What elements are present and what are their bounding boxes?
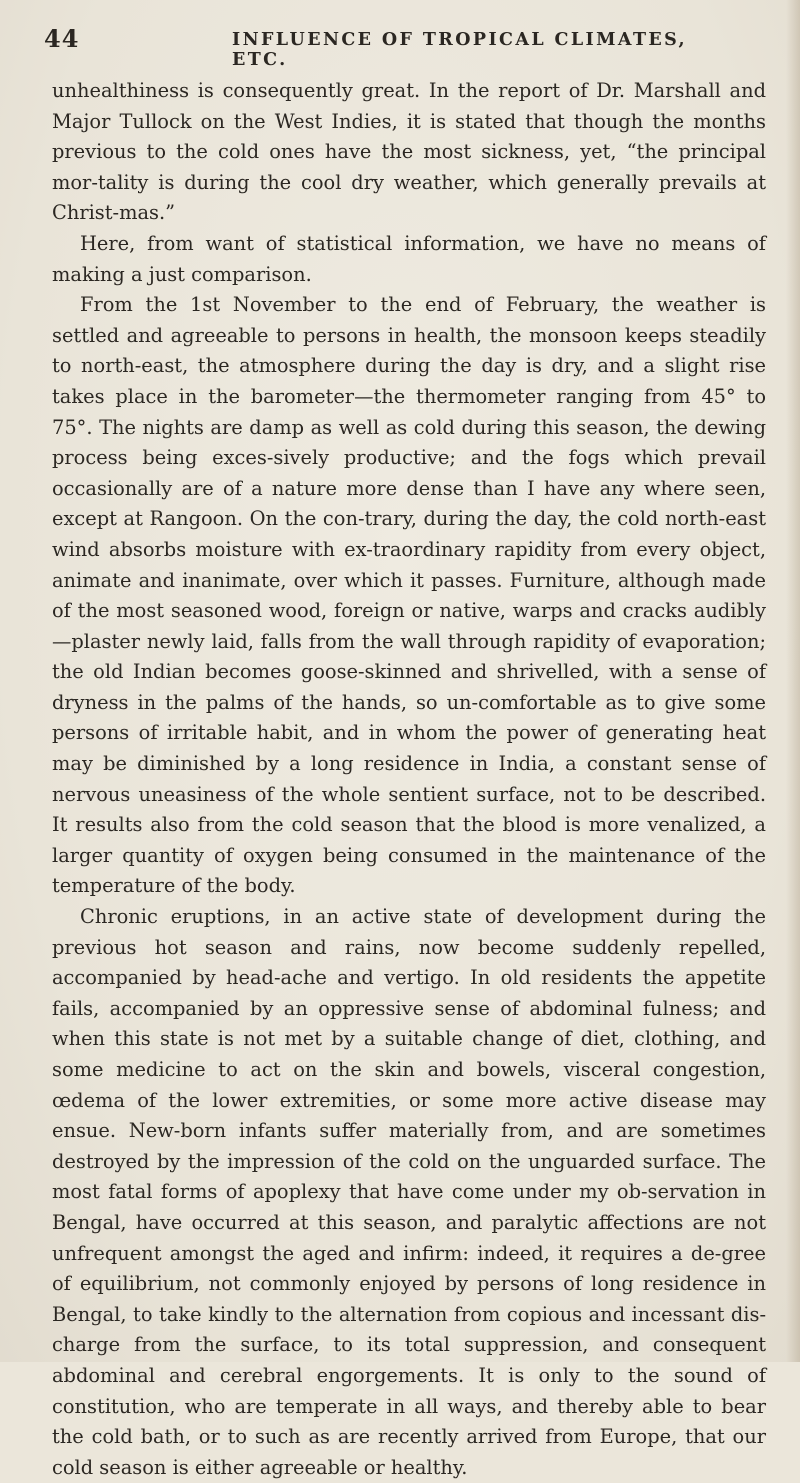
- paragraph-chronic-eruptions: Chronic eruptions, in an active state of development during the previous hot season and rains, now become suddenly repelled, accompanied by head-ache and vertigo. In old residents the appetite fails, accompanied by an oppressive sense of abdominal fulness; and when this state is not met by a suitable change of diet, clothing, and some medicine to act on the skin and bowels, visceral congestion, œdema of the lower extremities, or some more active disease may ensue. New-born infants suffer materially from, and are sometimes destroyed by the impression of the cold on the unguarded surface. The most fatal forms of apoplexy that have come under my ob-servation in Bengal, have occurred at this season, and paralytic affections are not unfrequent amongst the aged and infirm: indeed, it requires a de-gree of equilibrium, not commonly enjoyed by persons of long residence in Bengal, to take kindly to the alternation from copious and incessant dis-charge from the surface, to its total suppression, and consequent abdominal and cerebral engorgements. It is only to the sound of constitution, who are temperate in all ways, and thereby able to bear the cold bath, or to such as are recently arrived from Europe, that our cold season is either agreeable or healthy.: [52, 905, 766, 1479]
- page-number: 44: [44, 24, 80, 53]
- body-text: [52, 76, 766, 1483]
- page-header: [44, 24, 744, 70]
- page-edge-shadow: [786, 0, 800, 1362]
- paragraph-comparison: Here, from want of statistical information, we have no means of making a just comparison.: [52, 231, 766, 286]
- running-head: INFLUENCE OF TROPICAL CLIMATES, ETC.: [232, 30, 688, 70]
- paragraph-continuation: unhealthiness is consequently great. In the report of Dr. Marshall and Major Tullock on the West Indies, it is stated that though the months previous to the cold ones have the most sickness, yet, “the principal mor-tality is during the cool dry weather, which generally prevails at Christ-mas.”: [52, 79, 766, 225]
- paragraph-cold-season-weather: From the 1st November to the end of February, the weather is settled and agreeable to persons in health, the monsoon keeps steadily to north-east, the atmosphere during the day is dry, and a slight rise takes place in the barometer—the thermometer ranging from 45° to 75°. The nights are damp as well as cold during this season, the dewing process being exces-sively productive; and the fogs which prevail occasionally are of a nature more dense than I have any where seen, except at Rangoon. On the con-trary, during the day, the cold north-east wind absorbs moisture with ex-traordinary rapidity from every object, animate and inanimate, over which it passes. Furniture, although made of the most seasoned wood, foreign or native, warps and cracks audibly—plaster newly laid, falls from the wall through rapidity of evaporation; the old Indian becomes goose-skinned and shrivelled, with a sense of dryness in the palms of the hands, so un-comfortable as to give some persons of irritable habit, and in whom the power of generating heat may be diminished by a long residence in India, a constant sense of nervous uneasiness of the whole sentient surface, not to be described. It results also from the cold season that the blood is more venalized, a larger quantity of oxygen being consumed in the maintenance of the temperature of the body.: [52, 293, 766, 898]
